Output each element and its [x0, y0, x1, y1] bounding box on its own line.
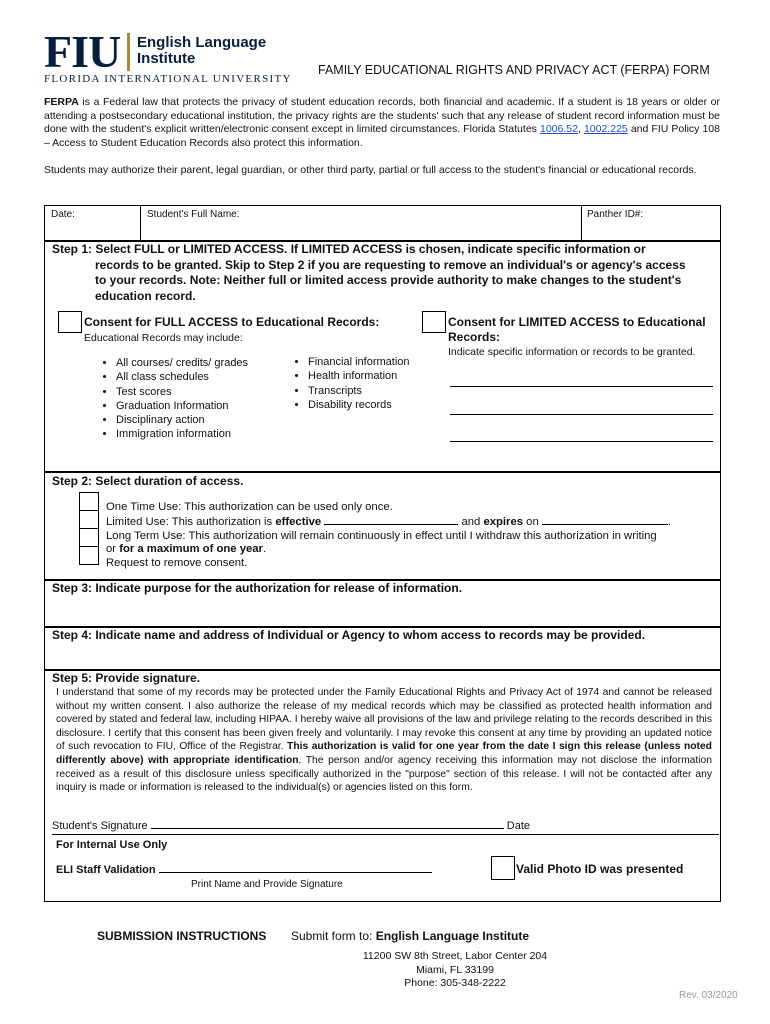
- limited-access-checkbox[interactable]: [422, 311, 446, 333]
- step1-heading-line3: to your records. Note: Neither full or limited access provide authority to make changes to the student's: [95, 273, 682, 287]
- logo-divider: [127, 33, 130, 71]
- submission-address: [300, 950, 610, 991]
- record-item: • Health information: [308, 369, 410, 383]
- one-time-checkbox[interactable]: [79, 492, 99, 511]
- on-text: on: [523, 516, 542, 529]
- ferpa-label: FERPA: [44, 96, 79, 108]
- revision-date: Rev. 03/2020: [679, 990, 738, 1001]
- long-term-checkbox[interactable]: [79, 528, 99, 547]
- form-title: FAMILY EDUCATIONAL RIGHTS AND PRIVACY ACT (FERPA) FORM: [318, 63, 710, 77]
- address-phone: Phone: 305-348-2222: [404, 977, 506, 989]
- duration-options: [106, 501, 718, 570]
- link-separator: ,: [577, 123, 584, 136]
- record-item: • Graduation Information: [116, 399, 248, 413]
- or-text: or: [106, 543, 120, 556]
- staff-validation-row: [56, 863, 432, 876]
- max-year-text: for a maximum of one year: [119, 543, 263, 556]
- expire-date-line[interactable]: [542, 514, 668, 525]
- step1-heading-line1: Step 1: Select FULL or LIMITED ACCESS. If LIMITED ACCESS is chosen, indicate specific information or: [52, 242, 646, 256]
- record-item: • Financial information: [308, 355, 410, 369]
- remove-consent-label: Request to remove consent.: [106, 556, 248, 569]
- panther-id-field[interactable]: Panther ID#:: [587, 209, 644, 220]
- step1-heading-line2: records to be granted. Skip to Step 2 if you are requesting to remove an individual's or agency's access: [95, 257, 686, 272]
- limited-use-checkbox[interactable]: [79, 510, 99, 529]
- step3-heading: Step 3: Indicate purpose for the authorization for release of information.: [52, 581, 463, 595]
- statute-link-1006[interactable]: 1006.52: [539, 123, 578, 136]
- record-item: • Disability records: [308, 398, 410, 412]
- photo-id-checkbox[interactable]: [491, 856, 515, 880]
- submit-institute: English Language Institute: [375, 929, 530, 943]
- student-name-field[interactable]: Student's Full Name:: [147, 209, 240, 220]
- internal-divider: [52, 834, 719, 835]
- limited-use-label: Limited Use: This authorization is effective and expires on .: [106, 516, 672, 529]
- photo-id-label: Valid Photo ID was presented: [516, 862, 684, 876]
- long-term-label-2: [106, 543, 718, 556]
- consent-text-a: I understand that some of my records may be protected under the Family Educational Rights and Privacy Act of 1974 and cannot be released without my written consent. I also authorize the release of my medical records which may be classified as protected health information and covered by stated and federal law, including HIPAA. I hereby waive all provisions of the law and privilege relating to the records described in this disclosure. I certify that this consent has been given freely and voluntarily. I may revoke this consent at any time by providing an updated notice of such revocation to FIU, Office of the Registrar.: [56, 687, 712, 753]
- eli-line1: English Language: [137, 34, 267, 51]
- record-item: • Transcripts: [308, 384, 410, 398]
- date-field[interactable]: Date:: [51, 209, 75, 220]
- consent-text-b: . The person and/or agency receiving this information may not disclose the information received as a result of this disclosure unless specifically authorized in the "purpose" section of this release. I will not be contacted after any inquiry is made or information is released to the individual(s) or agencies listed on this form.: [56, 754, 712, 794]
- record-item: • Test scores: [116, 385, 248, 399]
- address-line1: 11200 SW 8th Street, Labor Center 204: [362, 950, 548, 962]
- step1-heading-line4: education record.: [95, 288, 196, 303]
- limited-use-text: Limited Use: This authorization is: [106, 516, 276, 529]
- intro-paragraph: [44, 96, 720, 150]
- limited-line-1[interactable]: [450, 386, 713, 387]
- staff-validation-label: ELI Staff Validation: [56, 864, 156, 876]
- staff-validation-line[interactable]: [159, 863, 432, 873]
- internal-use-heading: For Internal Use Only: [56, 839, 168, 851]
- long-term-label: Long Term Use: This authorization will remain continuously in effect until I withdraw this authorization in writing: [106, 529, 657, 542]
- and-text: and: [458, 516, 484, 529]
- statute-link-1002[interactable]: 1002.225: [583, 123, 628, 136]
- signature-label: Student's Signature: [52, 820, 148, 832]
- signature-date-label: Date: [506, 820, 531, 832]
- full-access-label: Consent for FULL ACCESS to Educational Records:: [84, 315, 380, 329]
- address-line2: Miami, FL 33199: [416, 963, 494, 976]
- period: .: [262, 543, 267, 556]
- remove-consent-checkbox[interactable]: [79, 546, 99, 565]
- limited-access-sub: Indicate specific information or records to be granted.: [448, 346, 696, 358]
- student-info-row: [44, 205, 721, 242]
- record-item: • All class schedules: [116, 370, 248, 384]
- step5-heading: Step 5: Provide signature.: [52, 671, 201, 685]
- submit-to: [291, 929, 529, 943]
- effective-date-line[interactable]: [324, 514, 458, 525]
- eli-line2: Institute: [137, 50, 196, 67]
- full-access-sub: Educational Records may include:: [84, 332, 243, 344]
- limited-label-line1: Consent for LIMITED ACCESS to Educational: [448, 315, 706, 329]
- one-time-label: One Time Use: This authorization can be used only once.: [106, 501, 393, 513]
- limited-line-2[interactable]: [450, 414, 713, 415]
- record-item: • Immigration information: [116, 427, 248, 441]
- intro-paragraph-2: [44, 164, 720, 178]
- limited-access-label: [448, 315, 706, 345]
- ferpa-text-end: and FIU Policy 108 – Access to Student Education Records also protect this information.: [44, 123, 720, 149]
- fiu-logo: FIU: [44, 26, 121, 77]
- step1-heading: [52, 242, 720, 304]
- signature-line[interactable]: [151, 819, 504, 829]
- record-item: • All courses/ credits/ grades: [116, 356, 248, 370]
- full-access-checkbox[interactable]: [58, 311, 82, 333]
- records-list-left: [96, 356, 248, 442]
- step2-heading: Step 2: Select duration of access.: [52, 474, 244, 488]
- record-item: • Disciplinary action: [116, 413, 248, 427]
- records-list-right: [288, 355, 410, 412]
- eli-logo-text: [137, 35, 266, 67]
- authorize-text: Students may authorize their parent, legal guardian, or other third party, partial or full access to the student's financial or educational records.: [44, 164, 697, 176]
- consent-statement: [56, 686, 712, 795]
- university-name: FLORIDA INTERNATIONAL UNIVERSITY: [44, 73, 292, 85]
- step4-heading: Step 4: Indicate name and address of Individual or Agency to whom access to records may be provided.: [52, 628, 646, 642]
- signature-row: [52, 819, 530, 832]
- ferpa-text: is a Federal law that protects the privacy of student education records, both financial and academic. If a student is 18 years or older or attending a postsecondary educational institution, the privacy rights are the students' such that any release of student record information must be done with the student's explicit written/electronic consent except in limited circumstances. Florida Statutes: [44, 96, 720, 136]
- expires-word: expires: [483, 516, 524, 529]
- limited-line-3[interactable]: [450, 441, 713, 442]
- submit-to-label: Submit form to:: [291, 929, 376, 943]
- limited-label-line2: Records:: [448, 330, 501, 344]
- print-name-caption: Print Name and Provide Signature: [191, 879, 343, 890]
- effective-word: effective: [275, 516, 322, 529]
- submission-heading: SUBMISSION INSTRUCTIONS: [97, 929, 267, 943]
- consent-text-bold: This authorization is valid for one year from the date I sign this release (unless noted differently above) with appropriate identification: [56, 741, 712, 766]
